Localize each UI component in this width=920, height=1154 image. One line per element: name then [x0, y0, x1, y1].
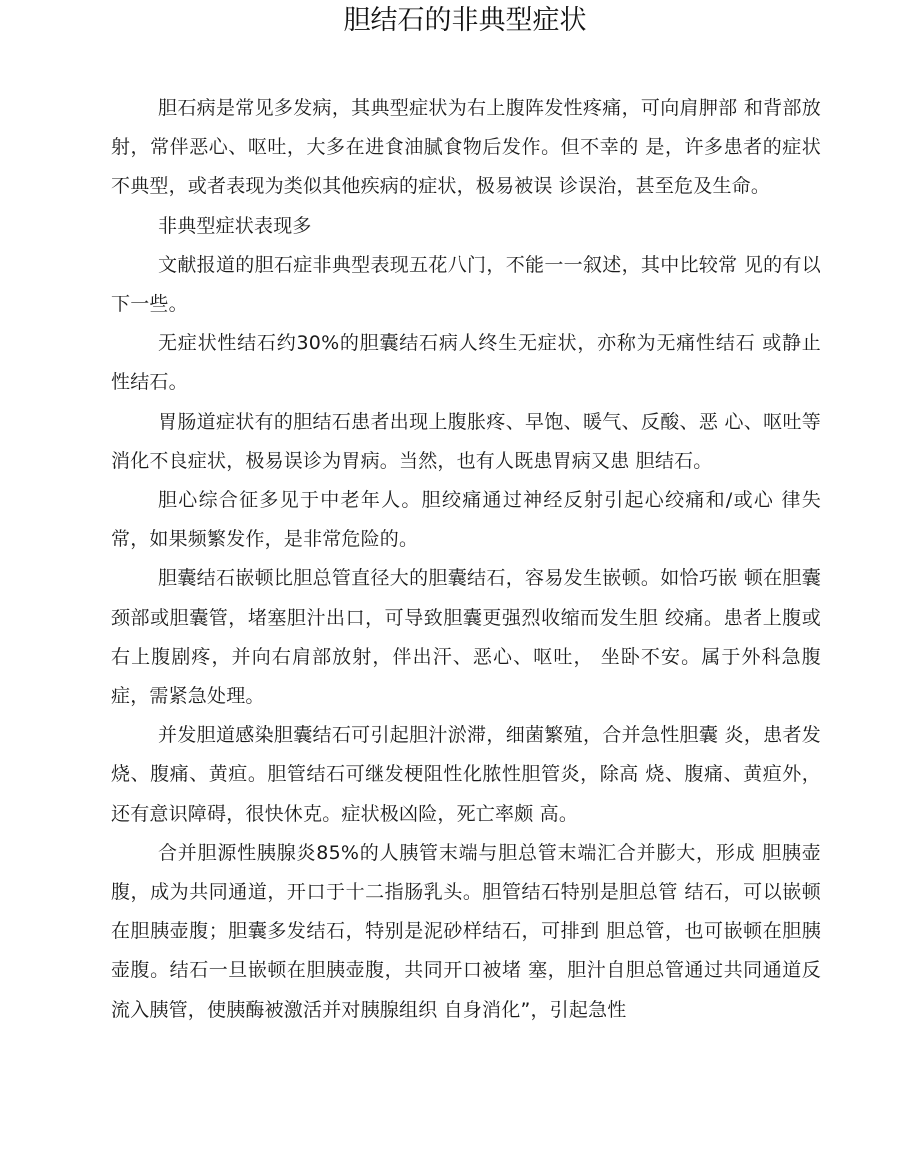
paragraph-gallbladder-heart: 胆心综合征多见于中老年人。胆绞痛通过神经反射引起心绞痛和/或心 律失常，如果频繁发作，是非常危险的。 [111, 489, 821, 551]
paragraph-subheading: 非典型症状表现多 [158, 214, 312, 237]
paragraph-intro: 胆石病是常见多发病，其典型症状为右上腹阵发性疼痛，可向肩胛部 和背部放射，常伴恶心、呕吐，大多在进食油腻食物后发作。但不幸的 是，许多患者的症状不典型，或者表现为类似其他疾病的症状，极易被误 诊误治，甚至危及生命。 [111, 97, 821, 198]
paragraph-biliary-infection: 并发胆道感染胆囊结石可引起胆汁淤滞，细菌繁殖，合并急性胆囊 炎，患者发烧、腹痛、黄疸。胆管结石可继发梗阻性化脓性胆管炎，除高 烧、腹痛、黄疸外，还有意识障碍，很快休克。症状极凶险，死亡率颇 高。 [111, 724, 821, 825]
document-body [111, 89, 821, 1030]
paragraph-incarceration: 胆囊结石嵌顿比胆总管直径大的胆囊结石，容易发生嵌顿。如恰巧嵌 顿在胆囊颈部或胆囊管，堵塞胆汁出口，可导致胆囊更强烈收缩而发生胆 绞痛。患者上腹或右上腹剧疼，并向右肩部放射，伴出汗、恶心、呕吐， 坐卧不安。属于外科急腹症，需紧急处理。 [111, 567, 821, 708]
paragraph-gastrointestinal: 胃肠道症状有的胆结石患者出现上腹胀疼、早饱、暖气、反酸、恶 心、呕吐等消化不良症状，极易误诊为胃病。当然，也有人既患胃病又患 胆结石。 [111, 410, 821, 472]
paragraph-asymptomatic: 无症状性结石约30%的胆囊结石病人终生无症状，亦称为无痛性结石 或静止性结石。 [111, 332, 821, 394]
document-title: 胆结石的非典型症状 [343, 5, 587, 36]
paragraph-literature: 文献报道的胆石症非典型表现五花八门，不能一一叙述，其中比较常 见的有以下一些。 [111, 253, 821, 316]
paragraph-pancreatitis: 合并胆源性胰腺炎85%的人胰管末端与胆总管末端汇合并膨大，形成 胆胰壶腹，成为共同通道，开口于十二指肠乳头。胆管结石特别是胆总管 结石，可以嵌顿在胆胰壶腹；胆囊多发结石，特别是泥砂样结石，可排到 胆总管，也可嵌顿在胆胰壶腹。结石一旦嵌顿在胆胰壶腹，共同开口被堵 塞，胆汁自胆总管通过共同通道反流入胰管，使胰酶被激活并对胰腺组织 自身消化”，引起急性 [111, 841, 821, 1021]
